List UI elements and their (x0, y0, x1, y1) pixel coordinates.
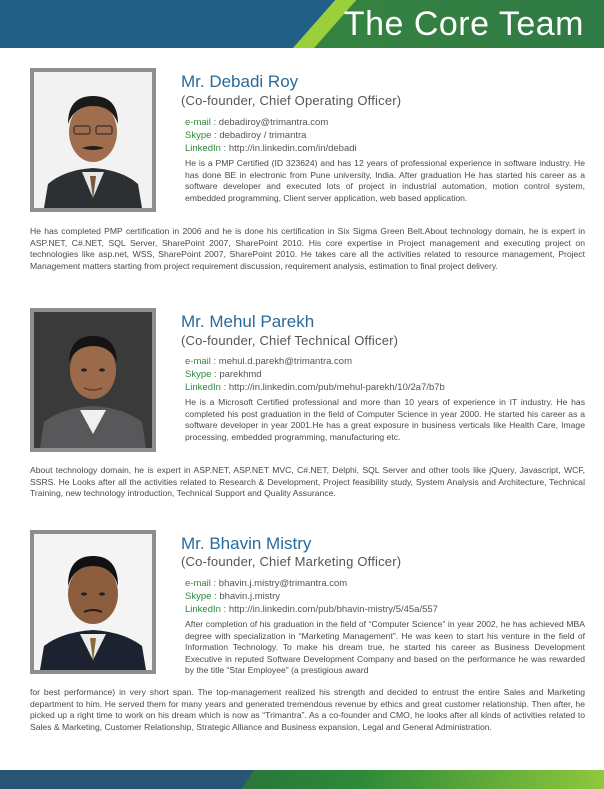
member-bio-long: He has completed PMP certification in 2006 and he is done his certification in Six Sigma Green Belt.About technology domain, he is expert in ASP.NET, C#.NET, SQL Server, SharePoint 2007, SharePoint 2010. His core expertise in Project management and executing project on technologies like asp.net, WSS, SharePoint 2007, SharePoint 2010. He takes care all the activities related to resource management, Project Management matters starting from project requirement discussion, requirement analysis, estimation to final project delivery. (30, 226, 585, 271)
portrait-image (34, 534, 152, 670)
contact-linkedin-row (185, 603, 438, 616)
skype-label: Skype : (185, 591, 217, 602)
member-photo-mehul-parekh (30, 308, 156, 452)
member-bio-short: He is a PMP Certified (ID 323624) and has 12 years of professional experience in software industry. He has done BE in electronic from Pune university, India. After graduation He has started his career as a software developer and executed lots of project in industrial automation, motion control system, embedded programming, Client server application, web based application. (185, 158, 585, 203)
contact-skype-row (185, 368, 262, 381)
skype-label: Skype : (185, 130, 217, 141)
member-bio-short: After completion of his graduation in the field of “Computer Science” in year 2002, he has achieved MBA degree with specialization in “Marketing Management”. He was keen to start his venture in the field of Information Technology. To make his dream true, he started his career as Business Development Executive in reputed Software Development Company and based on the performance he was rewarded by the title “Star Employee” (a prestigious award (185, 619, 585, 675)
email-label: e-mail : (185, 117, 217, 128)
email-label: e-mail : (185, 578, 217, 589)
contact-skype-row (185, 129, 306, 142)
linkedin-link[interactable]: http://in.linkedin.com/pub/bhavin-mistry/5/45a/557 (228, 604, 438, 615)
member-role: (Co-founder, Chief Operating Officer) (181, 93, 402, 108)
contact-email-row (185, 577, 347, 590)
portrait-image (34, 72, 152, 208)
email-link[interactable]: debadiroy@trimantra.com (218, 117, 329, 128)
skype-id: debadiroy / trimantra (219, 130, 307, 141)
footer-banner (0, 770, 604, 789)
header-banner (0, 0, 604, 48)
contact-linkedin-row (185, 142, 357, 155)
member-name: Mr. Mehul Parekh (181, 312, 315, 331)
portrait-image (34, 312, 152, 448)
member-role: (Co-founder, Chief Technical Officer) (181, 333, 399, 348)
linkedin-link[interactable]: http://in.linkedin.com/pub/mehul-parekh/10/2a7/b7b (228, 382, 445, 393)
skype-label: Skype : (185, 369, 217, 380)
skype-id: bhavin.j.mistry (219, 591, 281, 602)
contact-skype-row (185, 590, 280, 603)
skype-id: parekhmd (219, 369, 262, 380)
linkedin-link[interactable]: http://in.linkedin.com/in/debadi (228, 143, 357, 154)
member-photo-bhavin-mistry (30, 530, 156, 674)
linkedin-label: LinkedIn : (185, 604, 227, 615)
page-title: The Core Team (343, 5, 584, 43)
member-role: (Co-founder, Chief Marketing Officer) (181, 554, 402, 569)
member-photo-debadi-roy (30, 68, 156, 212)
contact-email-row (185, 116, 328, 129)
linkedin-label: LinkedIn : (185, 382, 227, 393)
email-link[interactable]: mehul.d.parekh@trimantra.com (218, 356, 352, 367)
contact-email-row (185, 355, 352, 368)
member-bio-long: About technology domain, he is expert in ASP.NET, ASP.NET MVC, C#.NET, Delphi, SQL Server and other tools like jQuery, Javascript, WCF, SSRS. He Looks after all the activities related to Research & Development, Project feasibility study, System Analysis and Architecture, Technical Training, new technology introduction, Technical Support and Quality Assurance. (30, 465, 585, 498)
member-name: Mr. Debadi Roy (181, 72, 299, 91)
member-bio-long: for best performance) in very short span. The top-management realized his strength and decided to entrust the entire Sales and Marketing department to him. He served them for many years and generated tremendous revenue by ethics and great customer relationship. Then after, he picked up a right time to work on his dream which is now as “Trimantra”. As a co-founder and CMO, he looks after all kinds of activities related to Sales & Marketing, Customer Relationship, Strategic Alliance and Business expansion, Legal and General Administration. (30, 687, 585, 732)
email-label: e-mail : (185, 356, 217, 367)
linkedin-label: LinkedIn : (185, 143, 227, 154)
member-bio-short: He is a Microsoft Certified professional and more than 10 years of experience in IT industry. He has completed his post graduation in the field of Computer Science in year 2000. He started his career as a software developer in year 2001.He has a great exposure in business verticals like Health Care, Image processing, embedded programming, manufacturing etc. (185, 397, 585, 442)
contact-linkedin-row (185, 381, 445, 394)
member-name: Mr. Bhavin Mistry (181, 534, 312, 553)
email-link[interactable]: bhavin.j.mistry@trimantra.com (218, 578, 348, 589)
